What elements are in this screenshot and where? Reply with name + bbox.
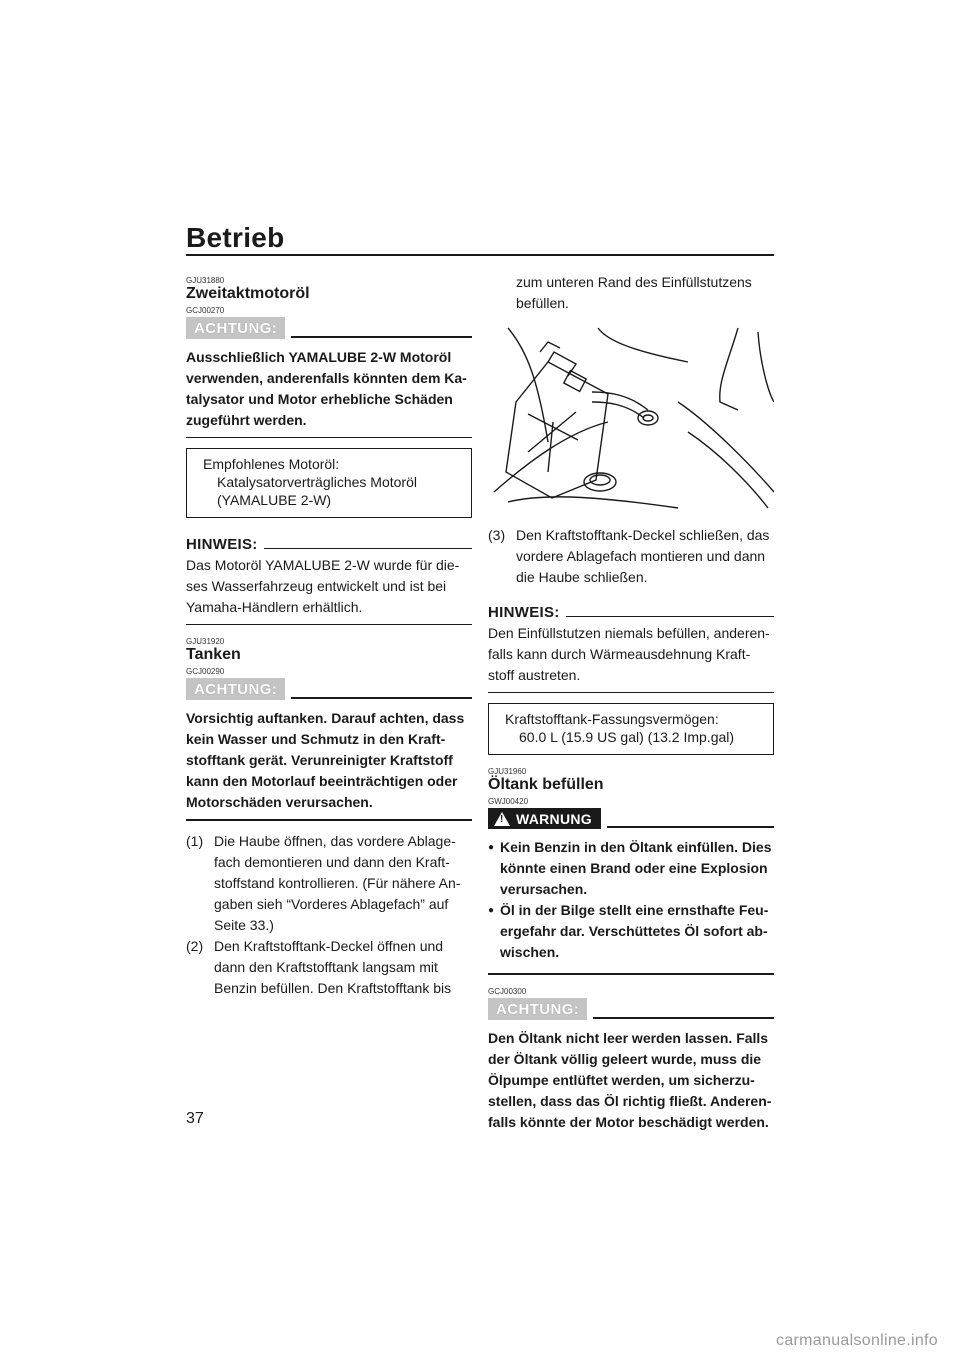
page-title: Betrieb (186, 222, 285, 253)
right-column (488, 272, 774, 1133)
step-2: (2) Den Kraftstofftank-Deckel öffnen und dann den Kraftstofftank langsam mit Benzin befüllen. Den Kraftstofftank bis (186, 938, 452, 996)
note-header (488, 604, 774, 621)
caution-code: GCJ00290 (186, 667, 225, 676)
header-rule (186, 254, 774, 256)
caution-header (186, 317, 472, 339)
warning-triangle-icon: ! (494, 812, 510, 826)
caution-label: ACHTUNG: (186, 678, 285, 700)
warning-label: ! WARNUNG (488, 808, 601, 829)
caution-text: Ausschließlich YAMALUBE 2-W Motoröl verwenden, anderenfalls könnten dem Ka- talysator und Motor erhebliche Schäden zugeführt werden. (186, 349, 467, 428)
caution-text: Den Öltank nicht leer werden lassen. Falls der Öltank völlig geleert wurde, muss die Ölpumpe entlüftet werden, um sicherzu- stellen, dass das Öl richtig fließt. Anderen- falls könnte der Motor beschädigt werden. (488, 1030, 772, 1130)
refueling-steps (186, 831, 472, 999)
warning-header (488, 808, 774, 829)
caution-label: ACHTUNG: (186, 317, 285, 339)
note-header (186, 536, 472, 553)
step-3: (3) Den Kraftstofftank-Deckel schließen, das vordere Ablagefach montieren und dann die Haube schließen. (488, 527, 770, 585)
section-code: GJU31960 (488, 767, 527, 776)
note-text: Das Motoröl YAMALUBE 2-W wurde für die- ses Wasserfahrzeug entwickelt und ist bei Yamaha-Händlern erhältlich. (186, 557, 460, 615)
note-end-rule (488, 692, 774, 693)
warning-list (488, 837, 774, 963)
caution-end-rule (186, 437, 472, 438)
section-title-motor-oil: Zweitaktmotoröl (186, 285, 310, 302)
step-2-continued: zum unteren Rand des Einfüllstutzens befüllen. (516, 274, 752, 311)
note-label: HINWEIS: (186, 536, 258, 553)
step-1: (1) Die Haube öffnen, das vordere Ablage- fach demontieren und dann den Kraft- stoffstand kontrollieren. (Für nähere An- gaben sieh “Vorderes Ablagefach” auf Seite 33.) (186, 833, 461, 933)
caution-text: Vorsichtig auftanken. Darauf achten, dass kein Wasser und Schmutz in den Kraft- stofftank gerät. Verunreinigter Kraftstoff kann den Motorlauf beeinträchtigen oder Motorschäden verursachen. (186, 710, 465, 810)
warning-end-rule (488, 973, 774, 975)
watermark: carmanualsonline.info (776, 1332, 938, 1349)
note-text: Den Einfüllstutzen niemals befüllen, anderen- falls kann durch Wärmeausdehnung Kraft- stoff austreten. (488, 625, 770, 683)
warning-bullet: ● Öl in der Bilge stellt eine ernsthafte Feu- ergefahr dar. Verschüttetes Öl sofort ab- wischen. (488, 900, 774, 963)
section-title-oil-tank: Öltank befüllen (488, 776, 604, 793)
caution-rule (291, 336, 472, 338)
fuel-capacity-box: Kraftstofftank-Fassungsvermögen: 60.0 L (15.9 US gal) (13.2 Imp.gal) (488, 703, 774, 755)
page-number: 37 (186, 1110, 204, 1127)
caution-code: GCJ00300 (488, 987, 527, 996)
section-code: GJU31880 (186, 276, 225, 285)
caution-end-rule (186, 819, 472, 821)
left-column (186, 276, 472, 999)
caution-header (186, 678, 472, 700)
warning-code: GWJ00420 (488, 797, 529, 806)
caution-code: GCJ00270 (186, 306, 225, 315)
note-end-rule (186, 624, 472, 625)
caution-label: ACHTUNG: (488, 998, 587, 1020)
section-code: GJU31920 (186, 637, 225, 646)
recommended-oil-box: Empfohlenes Motoröl: Katalysatorverträgliches Motoröl (YAMALUBE 2-W) (186, 448, 472, 518)
refueling-illustration (488, 322, 774, 512)
note-label: HINWEIS: (488, 604, 560, 621)
bullet-icon: ● (488, 905, 495, 916)
warning-bullet: ● Kein Benzin in den Öltank einfüllen. Dies könnte einen Brand oder eine Explosion verursachen. (488, 837, 774, 900)
section-title-refueling: Tanken (186, 646, 241, 663)
bullet-icon: ● (488, 842, 495, 853)
caution-header (488, 998, 774, 1020)
